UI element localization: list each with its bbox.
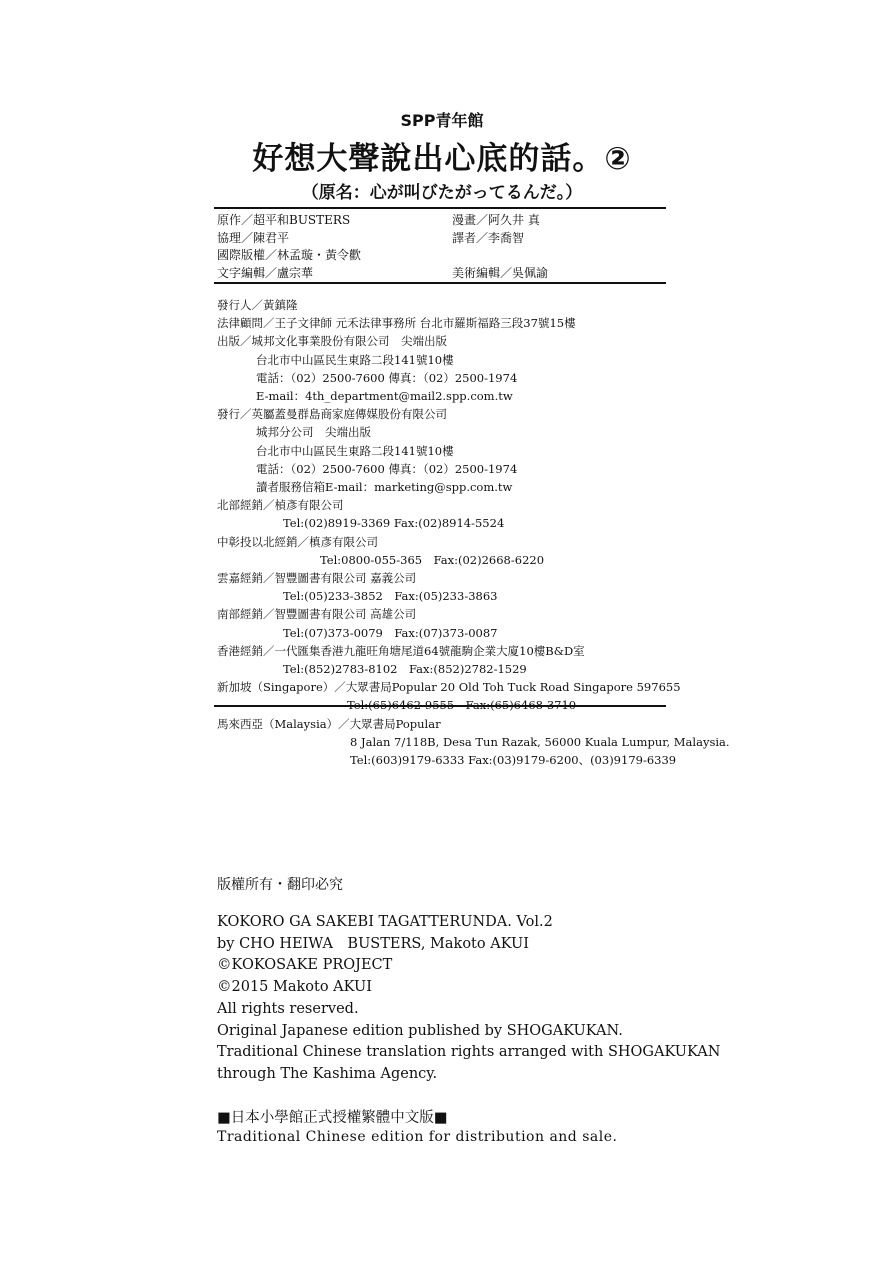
info-line: 新加坡（Singapore）／大眾書局Popular 20 Old Toh Tuck Road Singapore 597655: [217, 680, 681, 695]
info-line: 中彰投以北經銷／槙彥有限公司: [217, 534, 378, 549]
info-line: Tel:(02)8919-3369 Fax:(02)8914-5524: [283, 516, 505, 531]
credit-line: 協理／陳君平: [217, 230, 290, 245]
authorized-edition: ■日本小學館正式授權繁體中文版■: [217, 1110, 448, 1126]
divider-bottom: [214, 705, 666, 707]
info-line: 馬來西亞（Malaysia）／大眾書局Popular: [217, 716, 441, 731]
info-line: 台北市中山區民生東路二段141號10樓: [256, 443, 454, 458]
info-line: Tel:(603)9179-6333 Fax:(03)9179-6200、(03)9179-6339: [350, 753, 677, 768]
credits-right: [452, 212, 548, 282]
credit-line: 國際版權／林孟璇・黃令歡: [217, 248, 362, 262]
info-line: 雲嘉經銷／智豐圖書有限公司 嘉義公司: [217, 571, 417, 586]
info-line: Tel:0800-055-365 Fax:(02)2668-6220: [320, 552, 545, 567]
rights-notice: 版權所有・翻印必究: [217, 877, 343, 893]
publication-info: [217, 296, 730, 769]
credit-line: 譯者／李喬智: [452, 230, 525, 245]
credit-line: 原作／超平和BUSTERS: [217, 213, 351, 227]
copyright-line: Original Japanese edition published by SHOGAKUKAN.: [217, 1022, 623, 1039]
divider-middle: [214, 282, 666, 284]
info-line: 電話：（02）2500-7600 傳真：（02）2500-1974: [256, 461, 518, 476]
info-line: 台北市中山區民生東路二段141號10樓: [256, 352, 454, 367]
info-line: E-mail：4th_department@mail2.spp.com.tw: [256, 389, 513, 404]
info-line: 發行人／黃鎮隆: [217, 298, 298, 312]
copyright-line: All rights reserved.: [217, 1000, 359, 1017]
info-line: 出版／城邦文化事業股份有限公司 尖端出版: [217, 334, 447, 349]
info-line: 南部經銷／智豐圖書有限公司 高雄公司: [217, 607, 417, 622]
copyright-line: ©2015 Makoto AKUI: [217, 979, 372, 996]
credit-line: 文字編輯／盧宗華: [217, 265, 314, 280]
info-line: 城邦分公司 尖端出版: [256, 425, 371, 440]
info-line: Tel:(05)233-3852 Fax:(05)233-3863: [283, 589, 498, 604]
copyright-line: Traditional Chinese translation rights arranged with SHOGAKUKAN: [217, 1044, 721, 1061]
info-line: 北部經銷／楨彥有限公司: [217, 498, 344, 513]
info-line: Tel:(852)2783-8102 Fax:(852)2782-1529: [283, 662, 527, 677]
info-line: 香港經銷／一代匯集香港九龍旺角塘尾道64號龍駒企業大廈10樓B&D室: [217, 643, 585, 658]
copyright-line: by CHO HEIWA BUSTERS, Makoto AKUI: [217, 935, 529, 952]
info-line: 8 Jalan 7/118B, Desa Tun Razak, 56000 Kuala Lumpur, Malaysia.: [350, 734, 730, 749]
original-title: （原名：心が叫びたがってるんだ。）: [301, 183, 583, 203]
info-line: 發行／英屬蓋曼群島商家庭傳媒股份有限公司: [217, 407, 447, 422]
english-copyright: [217, 912, 720, 1086]
divider-top: [214, 207, 666, 209]
publisher-imprint: SPP青年館: [400, 111, 484, 130]
copyright-line: KOKORO GA SAKEBI TAGATTERUNDA. Vol.2: [217, 914, 553, 930]
distribution-notice: Traditional Chinese edition for distribution and sale.: [217, 1129, 618, 1145]
info-line: Tel:(65)6462-9555 Fax:(65)6468-3710: [347, 698, 577, 713]
copyright-line: ©KOKOSAKE PROJECT: [217, 957, 393, 974]
credits-left: [217, 212, 361, 282]
book-title: 好想大聲說出心底的話。②: [252, 141, 632, 177]
info-line: Tel:(07)373-0079 Fax:(07)373-0087: [283, 625, 498, 640]
info-line: 法律顧問／王子文律師 元禾法律事務所 台北市羅斯福路三段37號15樓: [217, 316, 576, 331]
copyright-line: through The Kashima Agency.: [217, 1065, 438, 1082]
credit-line: 美術編輯／吳佩諭: [452, 265, 549, 280]
info-line: 電話：（02）2500-7600 傳真：（02）2500-1974: [256, 370, 518, 385]
credit-line: [452, 247, 548, 265]
credit-line: 漫畫／阿久井 真: [452, 213, 540, 227]
info-line: 讀者服務信箱E-mail：marketing@spp.com.tw: [256, 480, 513, 495]
